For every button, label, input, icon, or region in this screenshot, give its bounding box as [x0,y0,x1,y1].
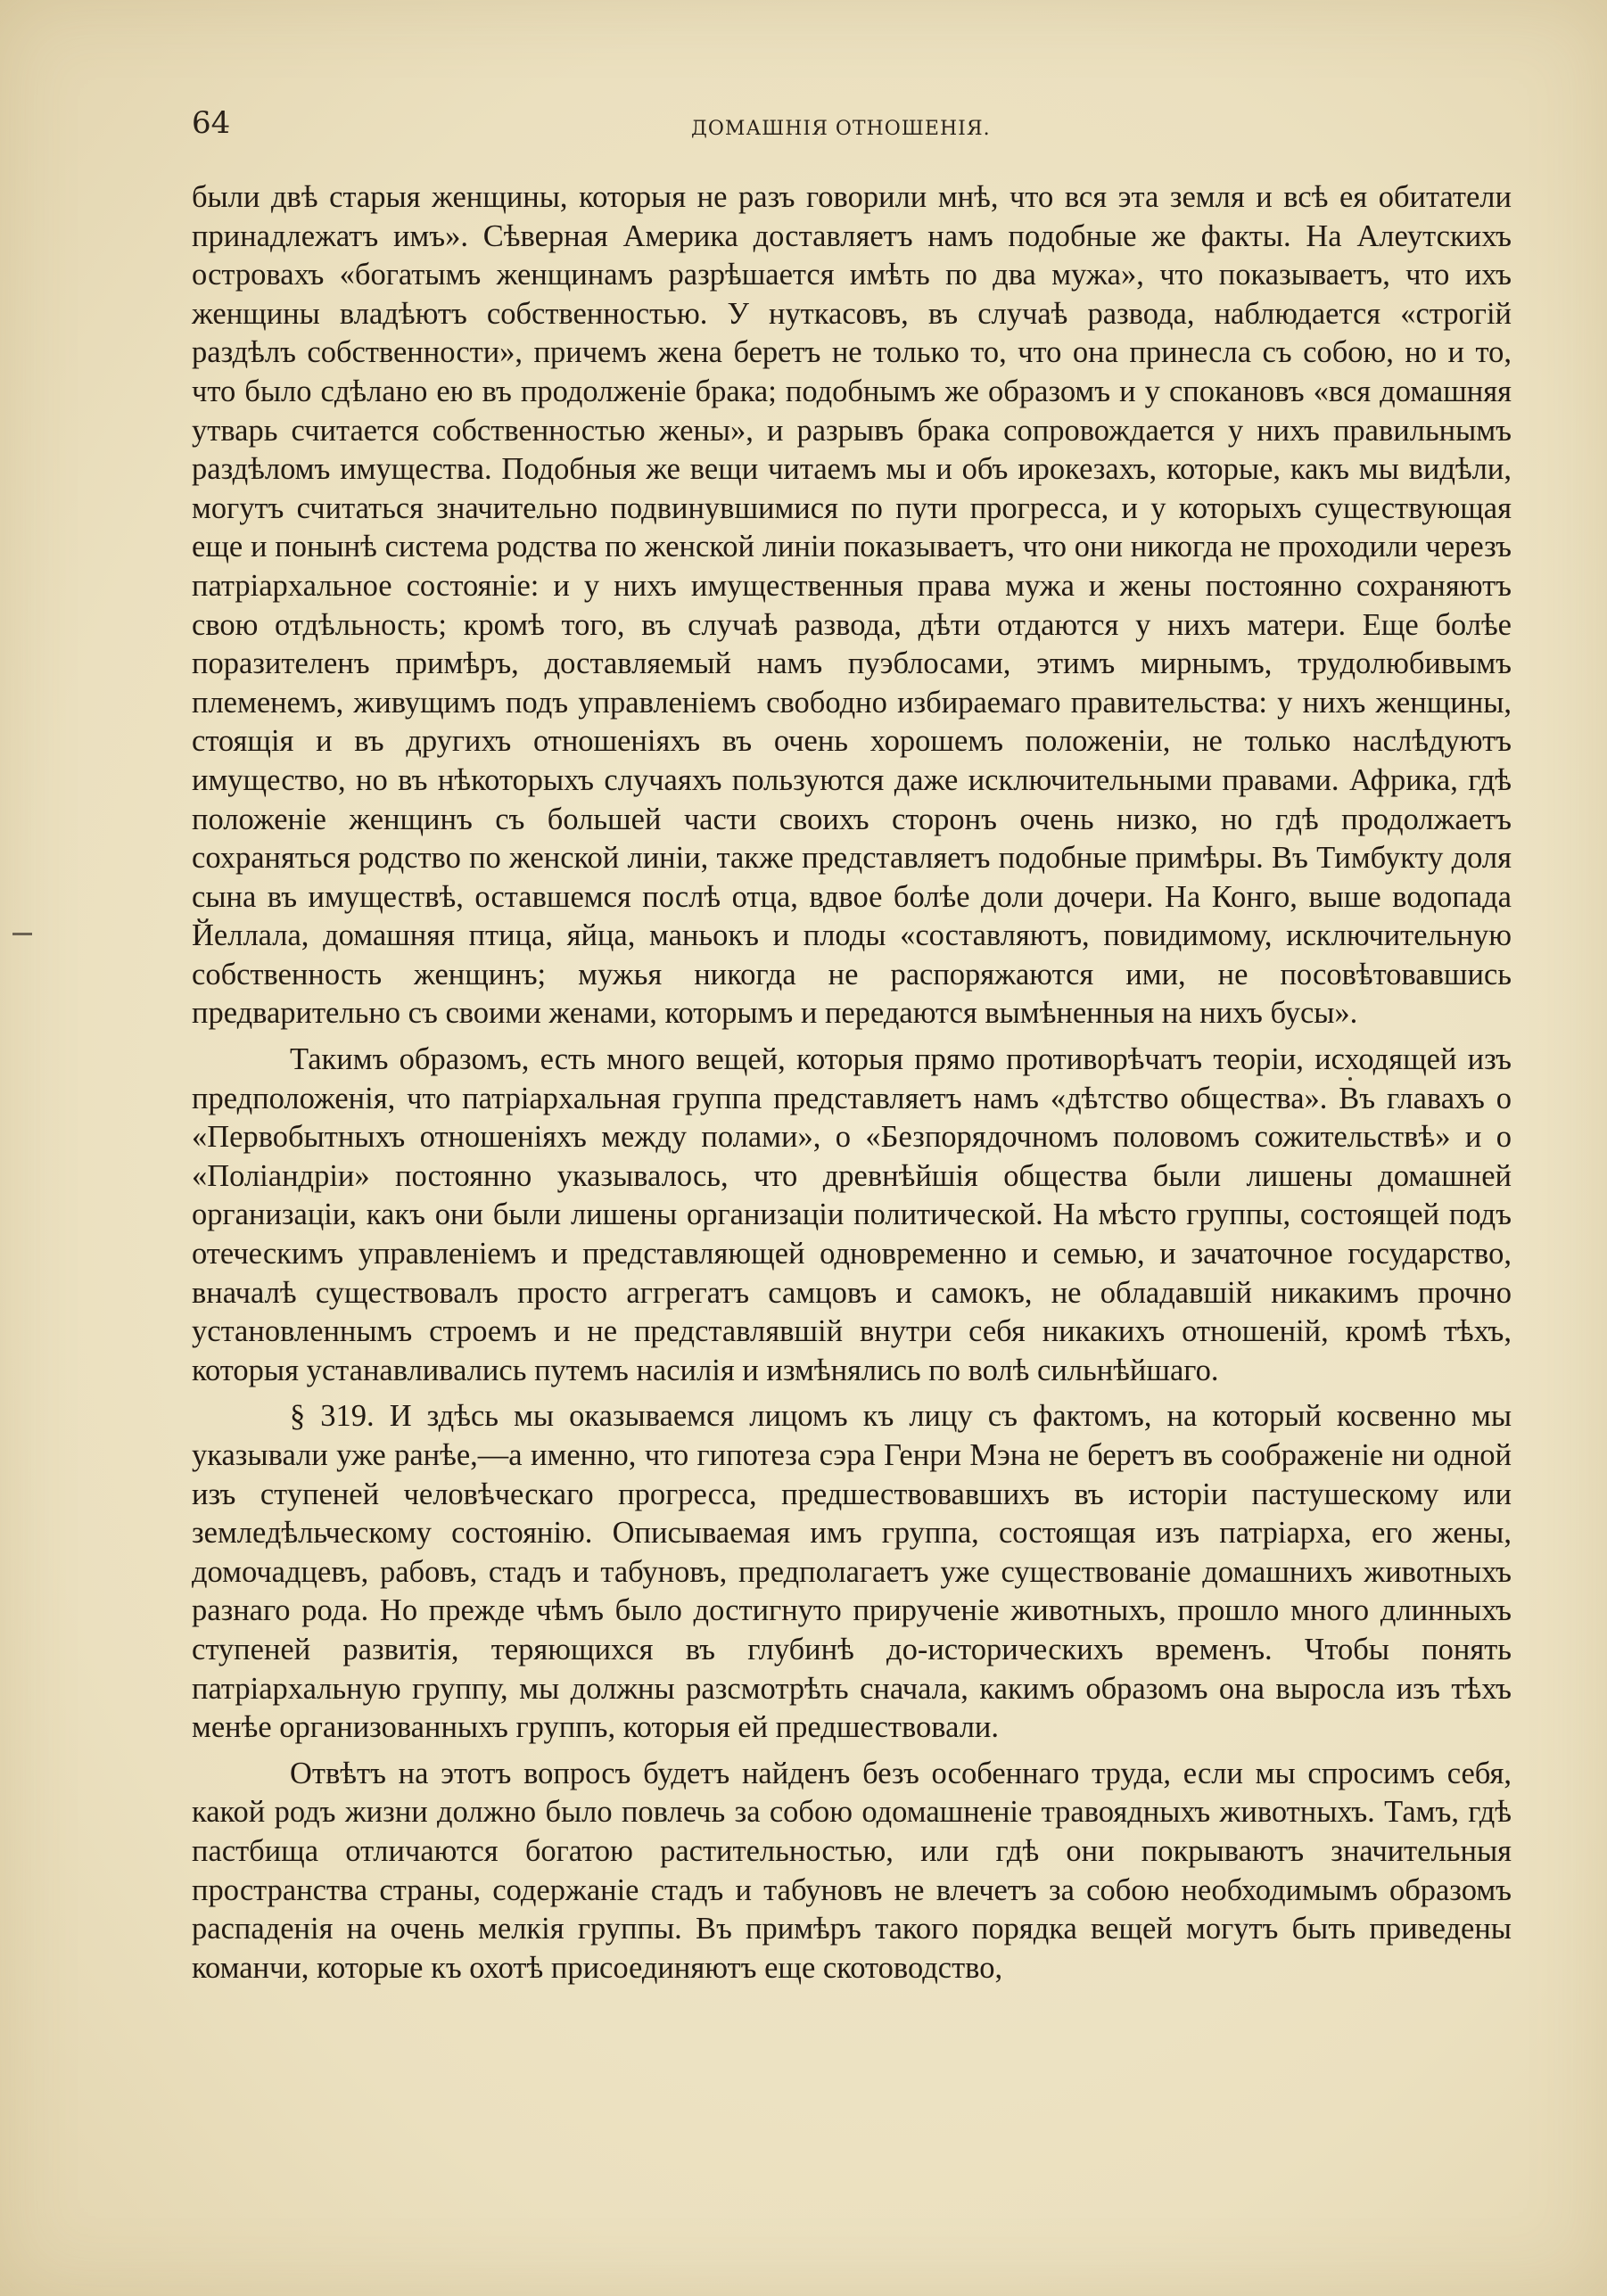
margin-mark [12,933,32,935]
paragraph: Отвѣтъ на этотъ вопросъ будетъ найденъ безъ особеннаго труда, если мы спросимъ себя, какой родъ жизни должно было повлечь за собою одомашненіе травоядныхъ животныхъ. Тамъ, гдѣ пастбища отличаются богатою растительностью, или гдѣ они покрываютъ значительныя пространства страны, содержаніе стадъ и табуновъ не влечетъ за собою необходимымъ образомъ распаденія на очень мелкія группы. Въ примѣръ такого порядка вещей могутъ быть приведены команчи, которые къ охотѣ присоединяютъ еще скотоводство, [192,1756,1512,1985]
body-text [192,178,1512,1987]
running-head: ДОМАШНІЯ ОТНОШЕНІЯ. [691,118,991,140]
paragraph: были двѣ старыя женщины, которыя не разъ говорили мнѣ, что вся эта земля и всѣ ея обитатели принадлежатъ имъ». Сѣверная Америка доставляетъ намъ подобные же факты. На Алеутскихъ островахъ «богатымъ женщинамъ разрѣшается имѣть по два мужа», что показываетъ, что ихъ женщины владѣютъ собственностью. У нуткасовъ, въ случаѣ развода, наблюдается «строгій раздѣлъ собственности», причемъ жена беретъ не только то, что она принесла съ собою, но и то, что было сдѣлано ею въ продолженіе брака; подобнымъ же образомъ и у спокановъ «вся домашняя утварь считается собственностью жены», и разрывъ брака сопровождается у нихъ правильнымъ раздѣломъ имущества. Подобныя же вещи читаемъ мы и объ ирокезахъ, которые, какъ мы видѣли, могутъ считаться значительно подвинувшимися по пути прогресса, и у которыхъ существующая еще и понынѣ система родства по женской линіи показываетъ, что они никогда не проходили черезъ патріархальное состояніе: и у нихъ имущественныя права мужа и жены постоянно сохраняютъ свою отдѣльность; кромѣ того, въ случаѣ развода, дѣти отдаются у нихъ матери. Еще болѣе поразителенъ примѣръ, доставляемый намъ пуэблосами, этимъ мирнымъ, трудолюбивымъ племенемъ, живущимъ подъ управленіемъ свободно избираемаго правительства: у нихъ женщины, стоящія и въ другихъ отношеніяхъ въ очень хорошемъ положеніи, не только наслѣдуютъ имущество, но въ нѣкоторыхъ случаяхъ пользуются даже исключительными правами. Африка, гдѣ положеніе женщинъ съ большей части своихъ сторонъ очень низко, но гдѣ продолжаетъ сохраняться родство по женской линіи, также представляетъ подобные примѣры. Въ Тимбукту доля сына въ имуществѣ, оставшемся послѣ отца, вдвое болѣе доли дочери. На Конго, выше водопада Йеллала, домашняя птица, яйца, маньокъ и плоды «составляютъ, повидимому, исключительную собственность женщинъ; мужья никогда не распоряжаются ими, не посовѣтовавшись предварительно съ своими женами, которымъ и передаются вымѣненныя на нихъ бусы». [192,180,1512,1031]
page-header [192,105,1512,159]
paragraph: Такимъ образомъ, есть много вещей, которыя прямо противорѣчатъ теоріи, исходящей изъ предположенія, что патріархальная группа представляетъ намъ «дѣтство общества». Въ главахъ о «Первобытныхъ отношеніяхъ между полами», о «Безпорядочномъ половомъ сожительствѣ» и о «Поліандріи» постоянно указывалось, что древнѣйшія общества были лишены домашней организаціи, какъ они были лишены организаціи политической. На мѣсто группы, состоящей подъ отеческимъ управленіемъ и представляющей одновременно и семью, и зачаточное государство, вначалѣ существовалъ просто аггрегатъ самцовъ и самокъ, не обладавшій никакимъ прочно установленнымъ строемъ и не представлявшій внутри себя никакихъ отношеній, кромѣ тѣхъ, которыя устанавливались путемъ насилія и измѣнялись по волѣ сильнѣйшаго. [192,1042,1512,1387]
paragraph-section-319: § 319. И здѣсь мы оказываемся лицомъ къ лицу съ фактомъ, на который косвенно мы указывали уже ранѣе,—а именно, что гипотеза сэра Генри Мэна не беретъ въ соображеніе ни одной изъ ступеней человѣческаго прогресса, предшествовавшихъ въ исторіи пастушескому или земледѣльческому состоянію. Описываемая имъ группа, состоящая изъ патріарха, его жены, домочадцевъ, рабовъ, стадъ и табуновъ, предполагаетъ уже существованіе домашнихъ животныхъ разнаго рода. Но прежде чѣмъ было достигнуто прирученіе животныхъ, прошло много длинныхъ ступеней развитія, теряющихся въ глубинѣ до-историческихъ временъ. Чтобы понять патріархальную группу, мы должны разсмотрѣть сначала, какимъ образомъ она выросла изъ тѣхъ менѣе организованныхъ группъ, которыя ей предшествовали. [192,1399,1512,1745]
page-number: 64 [192,105,231,141]
